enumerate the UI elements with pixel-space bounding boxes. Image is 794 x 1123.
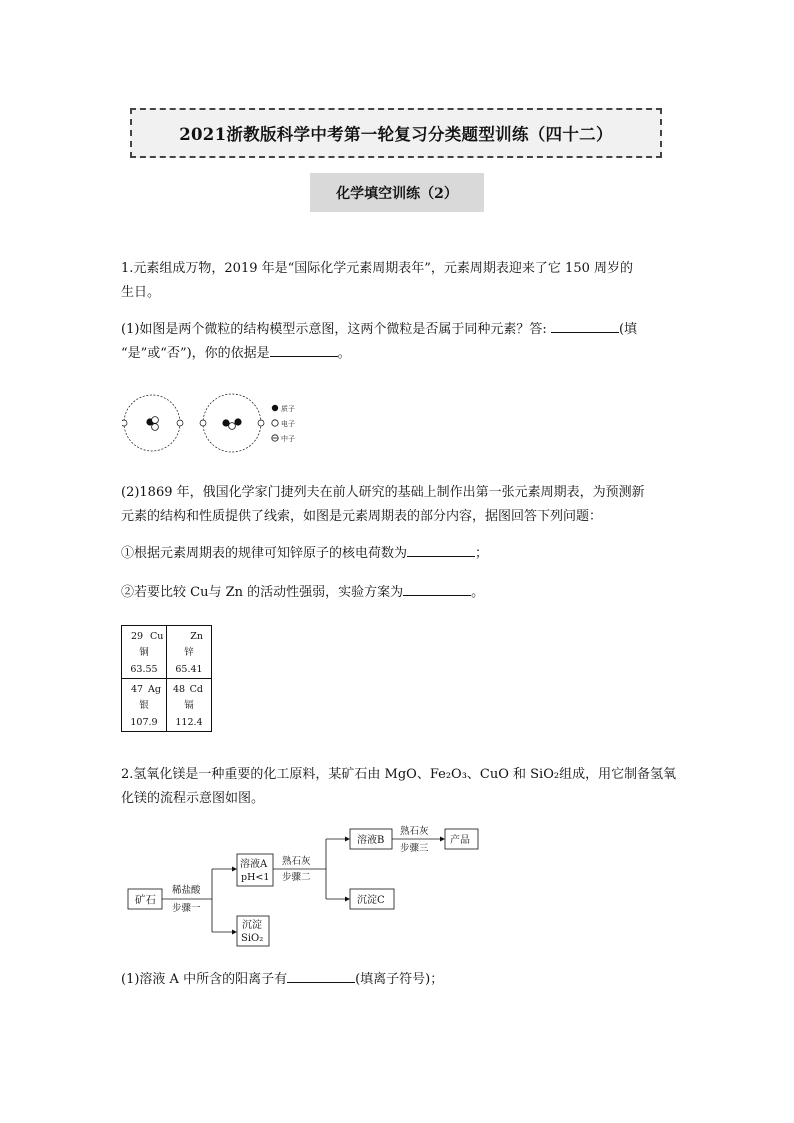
q1-sub2: ②若要比较 Cu与 Zn 的活动性强弱，实验方案为 。 — [121, 581, 681, 605]
legend-proton: 质子 — [281, 405, 295, 413]
atom-model-1 — [122, 395, 183, 451]
q1-part1: (1)如图是两个微粒的结构模型示意图，这两个微粒是否属于同种元素？答: (填 “是”或“否”)，你的依据是 。 — [121, 318, 681, 366]
q2-intro: 2.氢氧化镁是一种重要的化工原料，某矿石由 MgO、Fe₂O₃、CuO 和 SiO₂组成，用它制备氢氧 化镁的流程示意图如图。 — [121, 767, 677, 806]
svg-text:产品: 产品 — [450, 835, 470, 846]
q2-part1: (1)溶液 A 中所含的阳离子有 (填离子符号)； — [121, 968, 681, 992]
answer-blank[interactable] — [551, 318, 619, 333]
legend-neutron: 中子 — [281, 435, 295, 443]
atom-model-2 — [200, 394, 264, 452]
svg-text:pH<1: pH<1 — [241, 872, 270, 883]
svg-text:沉淀C: 沉淀C — [357, 895, 385, 906]
worksheet-title: 2021浙教版科学中考第一轮复习分类题型训练（四十二） — [130, 108, 662, 158]
q1-part2: (2)1869 年，俄国化学家门捷列夫在前人研究的基础上制作出第一张元素周期表，为预测新 元素的结构和性质提供了线索，如图是元素周期表的部分内容，据图回答下列问题： — [121, 485, 645, 524]
atom-structure-diagram — [122, 391, 312, 459]
answer-blank[interactable] — [403, 581, 471, 596]
step3-label: 步骤三 — [400, 843, 429, 854]
answer-blank[interactable] — [270, 342, 338, 357]
element-cell-cd: 48 Cd 镉 112.4 — [167, 679, 212, 732]
section-subtitle: 化学填空训练（2） — [310, 173, 484, 212]
legend-electron: 电子 — [281, 420, 295, 428]
atom-legend — [272, 404, 295, 443]
element-cell-cu: 29 Cu 铜 63.55 — [122, 626, 167, 679]
svg-text:溶液B: 溶液B — [357, 835, 385, 846]
svg-text:SiO₂: SiO₂ — [241, 933, 264, 944]
process-flow-diagram — [122, 822, 492, 950]
step1-label: 步骤一 — [172, 903, 201, 914]
periodic-table-excerpt — [121, 625, 212, 732]
q1-intro: 1.元素组成万物，2019 年是“国际化学元素周期表年”，元素周期表迎来了它 150 周岁的 生日。 — [121, 261, 633, 300]
element-cell-zn: Zn 锌 65.41 — [167, 626, 212, 679]
lime2-label: 熟石灰 — [400, 826, 429, 837]
answer-blank[interactable] — [407, 542, 475, 557]
svg-text:沉淀: 沉淀 — [242, 920, 262, 931]
lime1-label: 熟石灰 — [282, 856, 311, 867]
q1-sub1: ①根据元素周期表的规律可知锌原子的核电荷数为 ； — [121, 542, 681, 566]
acid-label: 稀盐酸 — [172, 885, 201, 896]
answer-blank[interactable] — [287, 968, 355, 983]
svg-text:溶液A: 溶液A — [240, 859, 268, 870]
element-cell-ag: 47 Ag 银 107.9 — [122, 679, 167, 732]
step2-label: 步骤二 — [282, 872, 311, 883]
ore-label: 矿石 — [135, 894, 156, 906]
